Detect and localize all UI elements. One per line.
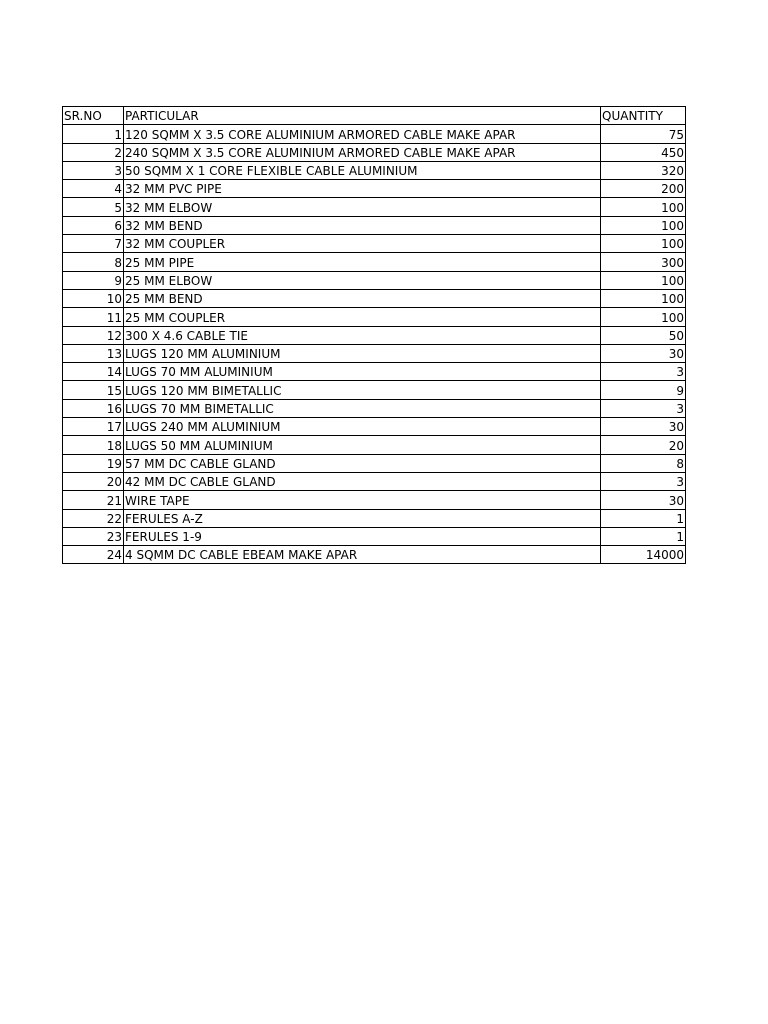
row-sr-no: 10: [63, 289, 124, 307]
row-sr-no: 21: [63, 491, 124, 509]
table-row: [63, 527, 686, 545]
table-row: [63, 418, 686, 436]
row-quantity: 3: [601, 399, 686, 417]
row-quantity: 75: [601, 125, 686, 143]
row-sr-no: 11: [63, 308, 124, 326]
row-sr-no: 16: [63, 399, 124, 417]
row-particular: 32 MM BEND: [124, 216, 601, 234]
row-quantity: 30: [601, 344, 686, 362]
table-row: [63, 271, 686, 289]
row-particular: 50 SQMM X 1 CORE FLEXIBLE CABLE ALUMINIUM: [124, 161, 601, 179]
table-body: [63, 125, 686, 564]
table-row: [63, 143, 686, 161]
row-sr-no: 9: [63, 271, 124, 289]
row-quantity: 100: [601, 289, 686, 307]
table-row: [63, 198, 686, 216]
table-row: [63, 436, 686, 454]
table-row: [63, 253, 686, 271]
row-quantity: 3: [601, 472, 686, 490]
row-quantity: 14000: [601, 546, 686, 564]
row-quantity: 100: [601, 216, 686, 234]
header-row: [63, 107, 686, 125]
row-quantity: 300: [601, 253, 686, 271]
table-row: [63, 381, 686, 399]
row-sr-no: 1: [63, 125, 124, 143]
row-particular: FERULES A-Z: [124, 509, 601, 527]
table-row: [63, 491, 686, 509]
table-row: [63, 472, 686, 490]
row-quantity: 1: [601, 527, 686, 545]
table-row: [63, 546, 686, 564]
row-particular: FERULES 1-9: [124, 527, 601, 545]
row-particular: WIRE TAPE: [124, 491, 601, 509]
row-particular: 57 MM DC CABLE GLAND: [124, 454, 601, 472]
row-quantity: 100: [601, 308, 686, 326]
materials-table: [62, 106, 686, 564]
row-sr-no: 8: [63, 253, 124, 271]
header-sr-no: SR.NO: [63, 107, 124, 125]
row-quantity: 20: [601, 436, 686, 454]
row-sr-no: 14: [63, 363, 124, 381]
row-quantity: 100: [601, 198, 686, 216]
row-sr-no: 15: [63, 381, 124, 399]
table-row: [63, 399, 686, 417]
row-sr-no: 23: [63, 527, 124, 545]
row-particular: 4 SQMM DC CABLE EBEAM MAKE APAR: [124, 546, 601, 564]
row-sr-no: 4: [63, 180, 124, 198]
row-sr-no: 17: [63, 418, 124, 436]
row-sr-no: 5: [63, 198, 124, 216]
table-row: [63, 454, 686, 472]
table-row: [63, 125, 686, 143]
row-quantity: 100: [601, 271, 686, 289]
row-particular: LUGS 120 MM BIMETALLIC: [124, 381, 601, 399]
row-sr-no: 22: [63, 509, 124, 527]
row-sr-no: 7: [63, 235, 124, 253]
row-sr-no: 13: [63, 344, 124, 362]
row-quantity: 9: [601, 381, 686, 399]
row-quantity: 8: [601, 454, 686, 472]
row-quantity: 200: [601, 180, 686, 198]
table-row: [63, 344, 686, 362]
row-particular: 25 MM COUPLER: [124, 308, 601, 326]
table-row: [63, 216, 686, 234]
row-particular: 120 SQMM X 3.5 CORE ALUMINIUM ARMORED CABLE MAKE APAR: [124, 125, 601, 143]
table-row: [63, 363, 686, 381]
row-particular: LUGS 240 MM ALUMINIUM: [124, 418, 601, 436]
header-particular: PARTICULAR: [124, 107, 601, 125]
table-row: [63, 289, 686, 307]
row-quantity: 30: [601, 491, 686, 509]
table-row: [63, 180, 686, 198]
row-sr-no: 20: [63, 472, 124, 490]
row-quantity: 320: [601, 161, 686, 179]
row-particular: 25 MM BEND: [124, 289, 601, 307]
row-sr-no: 18: [63, 436, 124, 454]
row-particular: 240 SQMM X 3.5 CORE ALUMINIUM ARMORED CABLE MAKE APAR: [124, 143, 601, 161]
row-particular: 25 MM ELBOW: [124, 271, 601, 289]
row-particular: 32 MM ELBOW: [124, 198, 601, 216]
row-quantity: 450: [601, 143, 686, 161]
row-sr-no: 12: [63, 326, 124, 344]
row-particular: LUGS 50 MM ALUMINIUM: [124, 436, 601, 454]
row-particular: 42 MM DC CABLE GLAND: [124, 472, 601, 490]
row-particular: LUGS 120 MM ALUMINIUM: [124, 344, 601, 362]
row-particular: 300 X 4.6 CABLE TIE: [124, 326, 601, 344]
row-particular: 32 MM COUPLER: [124, 235, 601, 253]
row-quantity: 3: [601, 363, 686, 381]
header-quantity: QUANTITY: [601, 107, 686, 125]
row-sr-no: 24: [63, 546, 124, 564]
row-sr-no: 6: [63, 216, 124, 234]
row-quantity: 30: [601, 418, 686, 436]
row-quantity: 50: [601, 326, 686, 344]
row-sr-no: 19: [63, 454, 124, 472]
row-sr-no: 3: [63, 161, 124, 179]
table-row: [63, 308, 686, 326]
table-row: [63, 161, 686, 179]
table-row: [63, 326, 686, 344]
row-particular: LUGS 70 MM BIMETALLIC: [124, 399, 601, 417]
row-quantity: 1: [601, 509, 686, 527]
row-particular: 25 MM PIPE: [124, 253, 601, 271]
row-sr-no: 2: [63, 143, 124, 161]
table-row: [63, 509, 686, 527]
table-row: [63, 235, 686, 253]
row-quantity: 100: [601, 235, 686, 253]
row-particular: 32 MM PVC PIPE: [124, 180, 601, 198]
row-particular: LUGS 70 MM ALUMINIUM: [124, 363, 601, 381]
